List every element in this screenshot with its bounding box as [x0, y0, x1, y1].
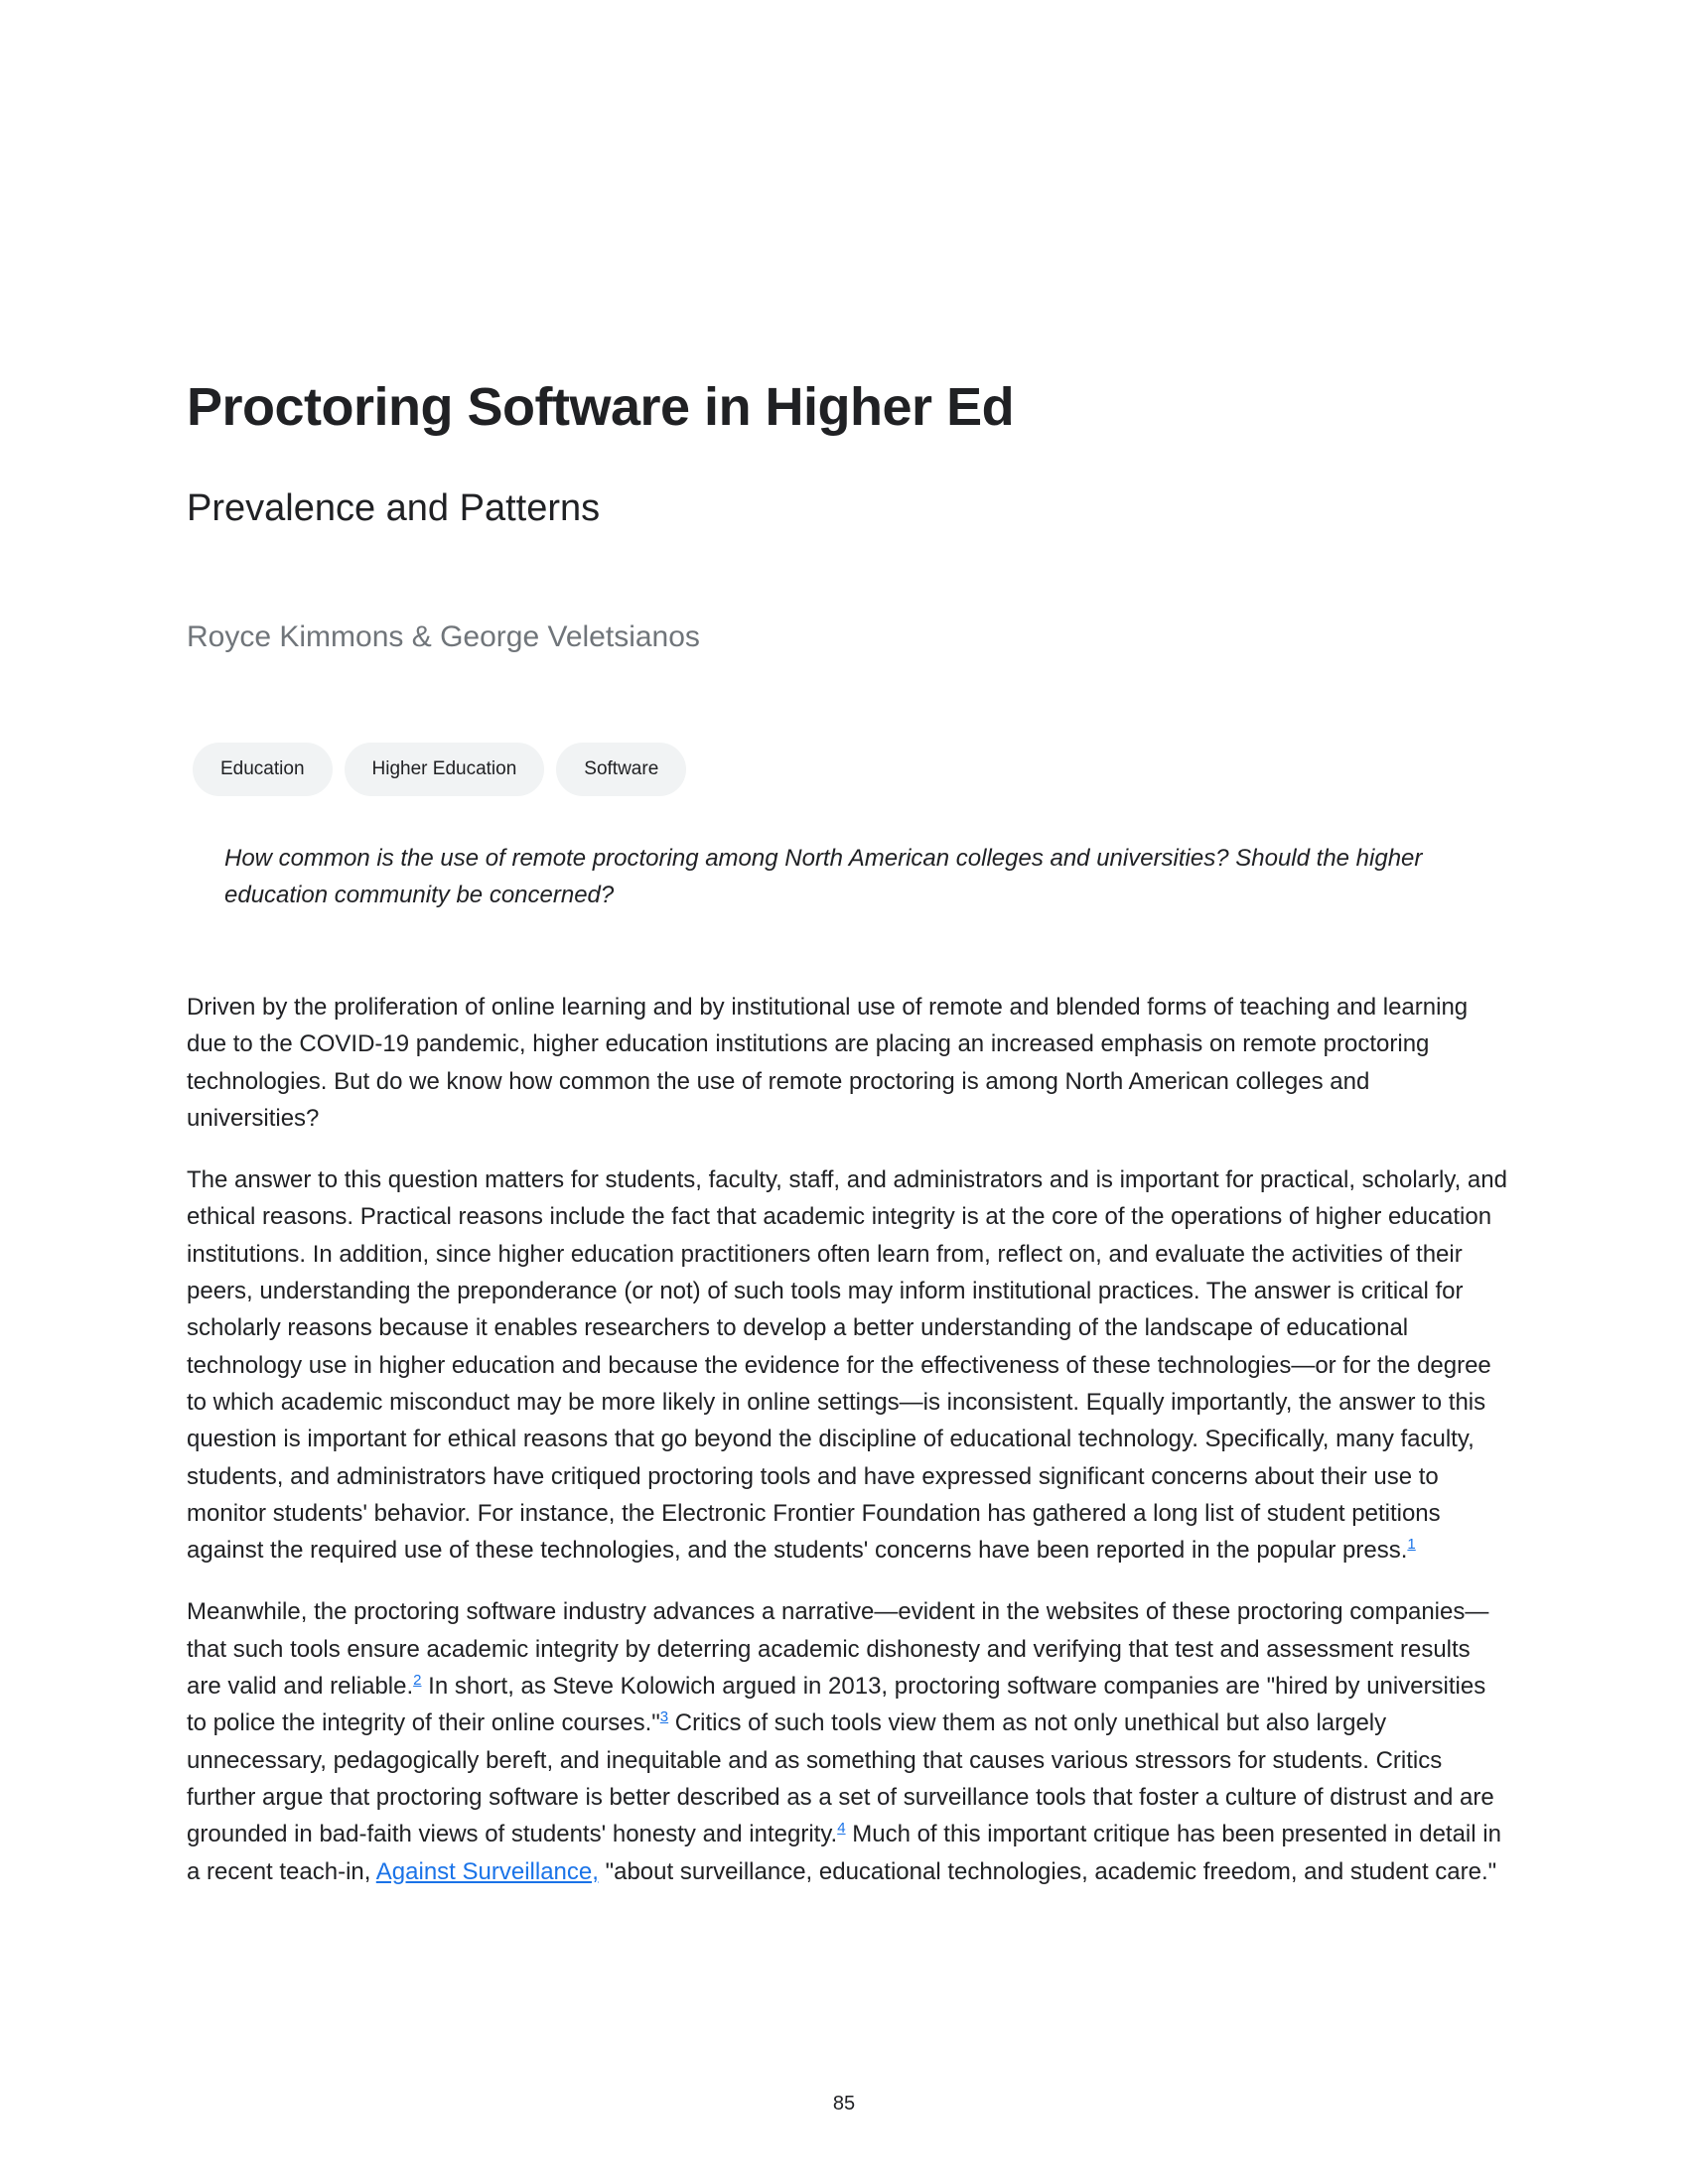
against-surveillance-link[interactable]: Against Surveillance, — [375, 1857, 599, 1885]
paragraph-3-text-1: Meanwhile, the proctoring software industry advances a narrative—evident in the websites of these proctoring companies—that such tools ensure academic integrity by deterring academic dishonesty and verifying that test and assessment results are valid and reliable. — [187, 1598, 1489, 1701]
paragraph-1: Driven by the proliferation of online learning and by institutional use of remote and blended forms of teaching and learning due to the COVID-19 pandemic, higher education institutions are placing an increased emphasis on remote proctoring technologies. But do we know how common the use of remote proctoring is among North American colleges and universities? — [187, 994, 1469, 1132]
abstract: How common is the use of remote proctoring among North American colleges and universities? Should the higher education community be concerned? — [224, 845, 1423, 908]
footnote-ref-3 — [660, 1708, 668, 1725]
footnote-link-3[interactable]: 3 — [659, 1708, 669, 1726]
footnote-link-1[interactable]: 1 — [1407, 1536, 1416, 1554]
tag-list — [193, 743, 686, 796]
paragraph-3-text-2: In short, as Steve Kolowich argued in 2013, proctoring software companies are "hired by universities to police the integrity of their online courses." — [187, 1673, 1486, 1737]
tag-education[interactable]: Education — [193, 743, 333, 796]
authors: Royce Kimmons & George Veletsianos — [187, 620, 700, 653]
footnote-link-2[interactable]: 2 — [413, 1672, 422, 1690]
tag-higher-education[interactable]: Higher Education — [345, 743, 545, 796]
footnote-ref-4 — [837, 1820, 845, 1837]
paragraph-3-text-3: Critics of such tools view them as not only unethical but also largely unnecessary, pedagogically bereft, and inequitable and as something that causes various stressors for students. Critics further argue that proctoring software is better described as a set of surveillance tools that foster a culture of distrust and are grounded in bad-faith views of students' honesty and integrity. — [187, 1709, 1494, 1848]
document-subtitle: Prevalence and Patterns — [187, 487, 601, 529]
page-number: 85 — [832, 2093, 856, 2115]
document-title: Proctoring Software in Higher Ed — [187, 377, 1015, 437]
footnote-link-4[interactable]: 4 — [837, 1820, 846, 1838]
paragraph-3-text-4: Much of this important critique has been presented in detail in a recent teach-in, — [187, 1821, 1501, 1885]
paragraph-2 — [187, 1161, 1507, 1569]
paragraph-2-text: The answer to this question matters for students, faculty, staff, and administrators and is important for practical, scholarly, and ethical reasons. Practical reasons include the fact that academic integrity is at the core of the operations of higher education institutions. In addition, since higher education practitioners often learn from, reflect on, and evaluate the activities of their peers, understanding the preponderance (or not) of such tools may inform institutional practices. The answer is critical for scholarly reasons because it enables researchers to develop a better understanding of the landscape of educational technology use in higher education and because the evidence for the effectiveness of these technologies—or for the degree to which academic misconduct may be more likely in online settings—is inconsistent. Equally importantly, the answer to this question is important for ethical reasons that go beyond the discipline of educational technology. Specifically, many faculty, students, and administrators have critiqued proctoring tools and have expressed significant concerns about their use to monitor students' behavior. For instance, the Electronic Frontier Foundation has gathered a long list of student petitions against the required use of these technologies, and the students' concerns have been reported in the popular press. — [187, 1166, 1507, 1565]
paragraph-3 — [187, 1593, 1507, 1889]
footnote-ref-1 — [1407, 1536, 1415, 1553]
article-body — [187, 989, 1507, 1915]
tag-software[interactable]: Software — [556, 743, 686, 796]
paragraph-3-text-5: "about surveillance, educational technologies, academic freedom, and student care." — [598, 1857, 1497, 1885]
